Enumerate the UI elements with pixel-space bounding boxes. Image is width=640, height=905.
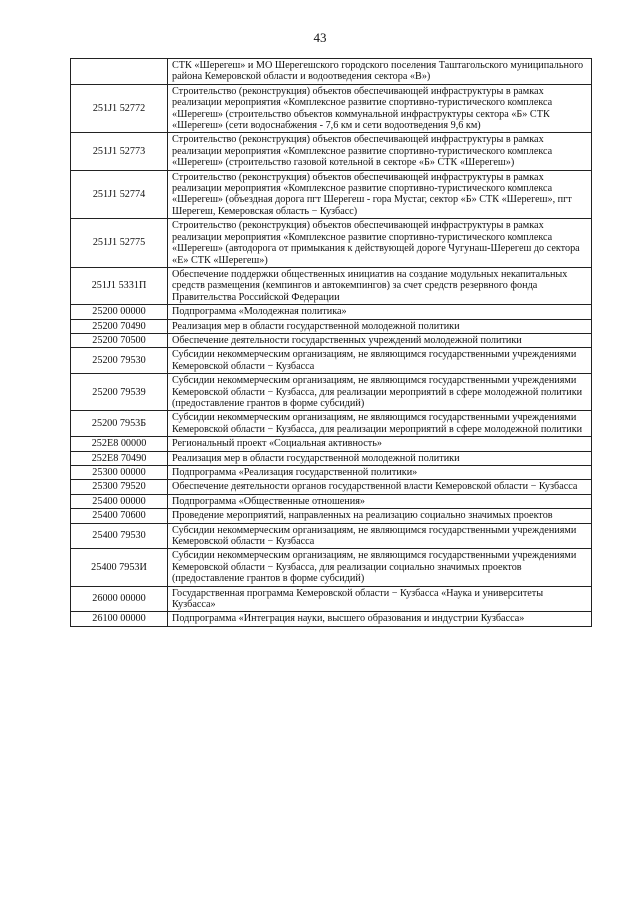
description-cell: Субсидии некоммерческим организациям, не являющимся государственными учреждениями Кемеровской области − Кузбасса	[168, 348, 592, 374]
description-cell: Обеспечение деятельности государственных учреждений молодежной политики	[168, 333, 592, 347]
budget-code-cell: 251J1 52774	[71, 170, 168, 219]
description-cell: Субсидии некоммерческим организациям, не являющимся государственными учреждениями Кемеровской области − Кузбасса, для реализации мероприятий в сфере молодежной политики	[168, 411, 592, 437]
table-row	[71, 523, 592, 549]
budget-code-cell: 26100 00000	[71, 612, 168, 626]
description-cell: Строительство (реконструкция) объектов обеспечивающей инфраструктуры в рамках реализации мероприятия «Комплексное развитие спортивно-туристического комплекса «Шерегеш» (строительство объектов коммунальной инфраструктуры сектора «Б» СТК «Шерегеш» (сети водоснабжения - 7,6 км и сети водоотведения 9,6 км)	[168, 84, 592, 133]
budget-code-cell: 251J1 52773	[71, 133, 168, 170]
table-row	[71, 509, 592, 523]
budget-code-cell: 26000 00000	[71, 586, 168, 612]
table-row	[71, 437, 592, 451]
budget-code-cell: 251J1 52775	[71, 219, 168, 268]
description-cell: Подпрограмма «Реализация государственной политики»	[168, 466, 592, 480]
budget-code-cell: 25200 70500	[71, 333, 168, 347]
table-row	[71, 319, 592, 333]
table-row	[71, 612, 592, 626]
table-row	[71, 411, 592, 437]
table-row	[71, 374, 592, 411]
budget-code-cell: 251J1 5331П	[71, 267, 168, 304]
page-number: 43	[313, 30, 327, 45]
table-row	[71, 586, 592, 612]
table-row	[71, 219, 592, 268]
table-row	[71, 466, 592, 480]
description-cell: Субсидии некоммерческим организациям, не являющимся государственными учреждениями Кемеровской области − Кузбасса, для реализации мероприятий в сфере молодежной политики (предоставление грантов в форме субсидий)	[168, 374, 592, 411]
budget-code-cell: 25200 70490	[71, 319, 168, 333]
description-cell: СТК «Шерегеш» и МО Шерегешского городского поселения Таштагольского муниципального района Кемеровской области и водоотведения сектора «В»)	[168, 59, 592, 85]
description-cell: Реализация мер в области государственной молодежной политики	[168, 451, 592, 465]
table-row	[71, 267, 592, 304]
budget-code-cell: 25200 00000	[71, 305, 168, 319]
description-cell: Строительство (реконструкция) объектов обеспечивающей инфраструктуры в рамках реализации мероприятия «Комплексное развитие спортивно-туристического комплекса «Шерегеш» (строительство газовой котельной в секторе «Б» СТК «Шерегеш»)	[168, 133, 592, 170]
description-cell: Реализация мер в области государственной молодежной политики	[168, 319, 592, 333]
description-cell: Строительство (реконструкция) объектов обеспечивающей инфраструктуры в рамках реализации мероприятия «Комплексное развитие спортивно-туристического комплекса «Шерегеш» (объездная дорога пгт Шерегеш - гора Мустаг, сектор «Б» СТК «Шерегеш», пгт Шерегеш, Кемеровская область − Кузбасс)	[168, 170, 592, 219]
table-row	[71, 480, 592, 494]
description-cell: Обеспечение поддержки общественных инициатив на создание модульных некапитальных средств размещения (кемпингов и автокемпингов) за счет средств резервного фонда Правительства Российской Федерации	[168, 267, 592, 304]
description-cell: Обеспечение деятельности органов государственной власти Кемеровской области − Кузбасса	[168, 480, 592, 494]
budget-code-cell: 252E8 70490	[71, 451, 168, 465]
budget-code-cell: 25200 7953Б	[71, 411, 168, 437]
table-row	[71, 333, 592, 347]
table-row	[71, 494, 592, 508]
table-row	[71, 59, 592, 85]
table-row	[71, 451, 592, 465]
budget-code-cell: 25300 00000	[71, 466, 168, 480]
budget-code-cell: 25300 79520	[71, 480, 168, 494]
budget-code-cell: 25400 00000	[71, 494, 168, 508]
budget-code-cell: 25200 79539	[71, 374, 168, 411]
table-row	[71, 84, 592, 133]
description-cell: Проведение мероприятий, направленных на реализацию социально значимых проектов	[168, 509, 592, 523]
table-body	[71, 59, 592, 627]
table-row	[71, 348, 592, 374]
budget-code-cell: 251J1 52772	[71, 84, 168, 133]
description-cell: Региональный проект «Социальная активность»	[168, 437, 592, 451]
description-cell: Подпрограмма «Молодежная политика»	[168, 305, 592, 319]
table-row	[71, 133, 592, 170]
budget-code-cell: 25400 79530	[71, 523, 168, 549]
description-cell: Подпрограмма «Общественные отношения»	[168, 494, 592, 508]
budget-codes-table	[70, 58, 592, 627]
description-cell: Субсидии некоммерческим организациям, не являющимся государственными учреждениями Кемеровской области − Кузбасса	[168, 523, 592, 549]
table-row	[71, 170, 592, 219]
description-cell: Субсидии некоммерческим организациям, не являющимся государственными учреждениями Кемеровской области − Кузбасса, для реализации социально значимых проектов (предоставление грантов в форме субсидий)	[168, 549, 592, 586]
budget-code-cell: 25400 70600	[71, 509, 168, 523]
budget-code-cell	[71, 59, 168, 85]
budget-code-cell: 25400 7953И	[71, 549, 168, 586]
table-row	[71, 305, 592, 319]
table-row	[71, 549, 592, 586]
budget-code-cell: 25200 79530	[71, 348, 168, 374]
budget-code-cell: 252E8 00000	[71, 437, 168, 451]
description-cell: Строительство (реконструкция) объектов обеспечивающей инфраструктуры в рамках реализации мероприятия «Комплексное развитие спортивно-туристического комплекса «Шерегеш» (автодорога от примыкания к действующей дороге Чугунаш-Шерегеш до сектора «Е» СТК «Шерегеш»)	[168, 219, 592, 268]
description-cell: Государственная программа Кемеровской области − Кузбасса «Наука и университеты Кузбасса»	[168, 586, 592, 612]
description-cell: Подпрограмма «Интеграция науки, высшего образования и индустрии Кузбасса»	[168, 612, 592, 626]
